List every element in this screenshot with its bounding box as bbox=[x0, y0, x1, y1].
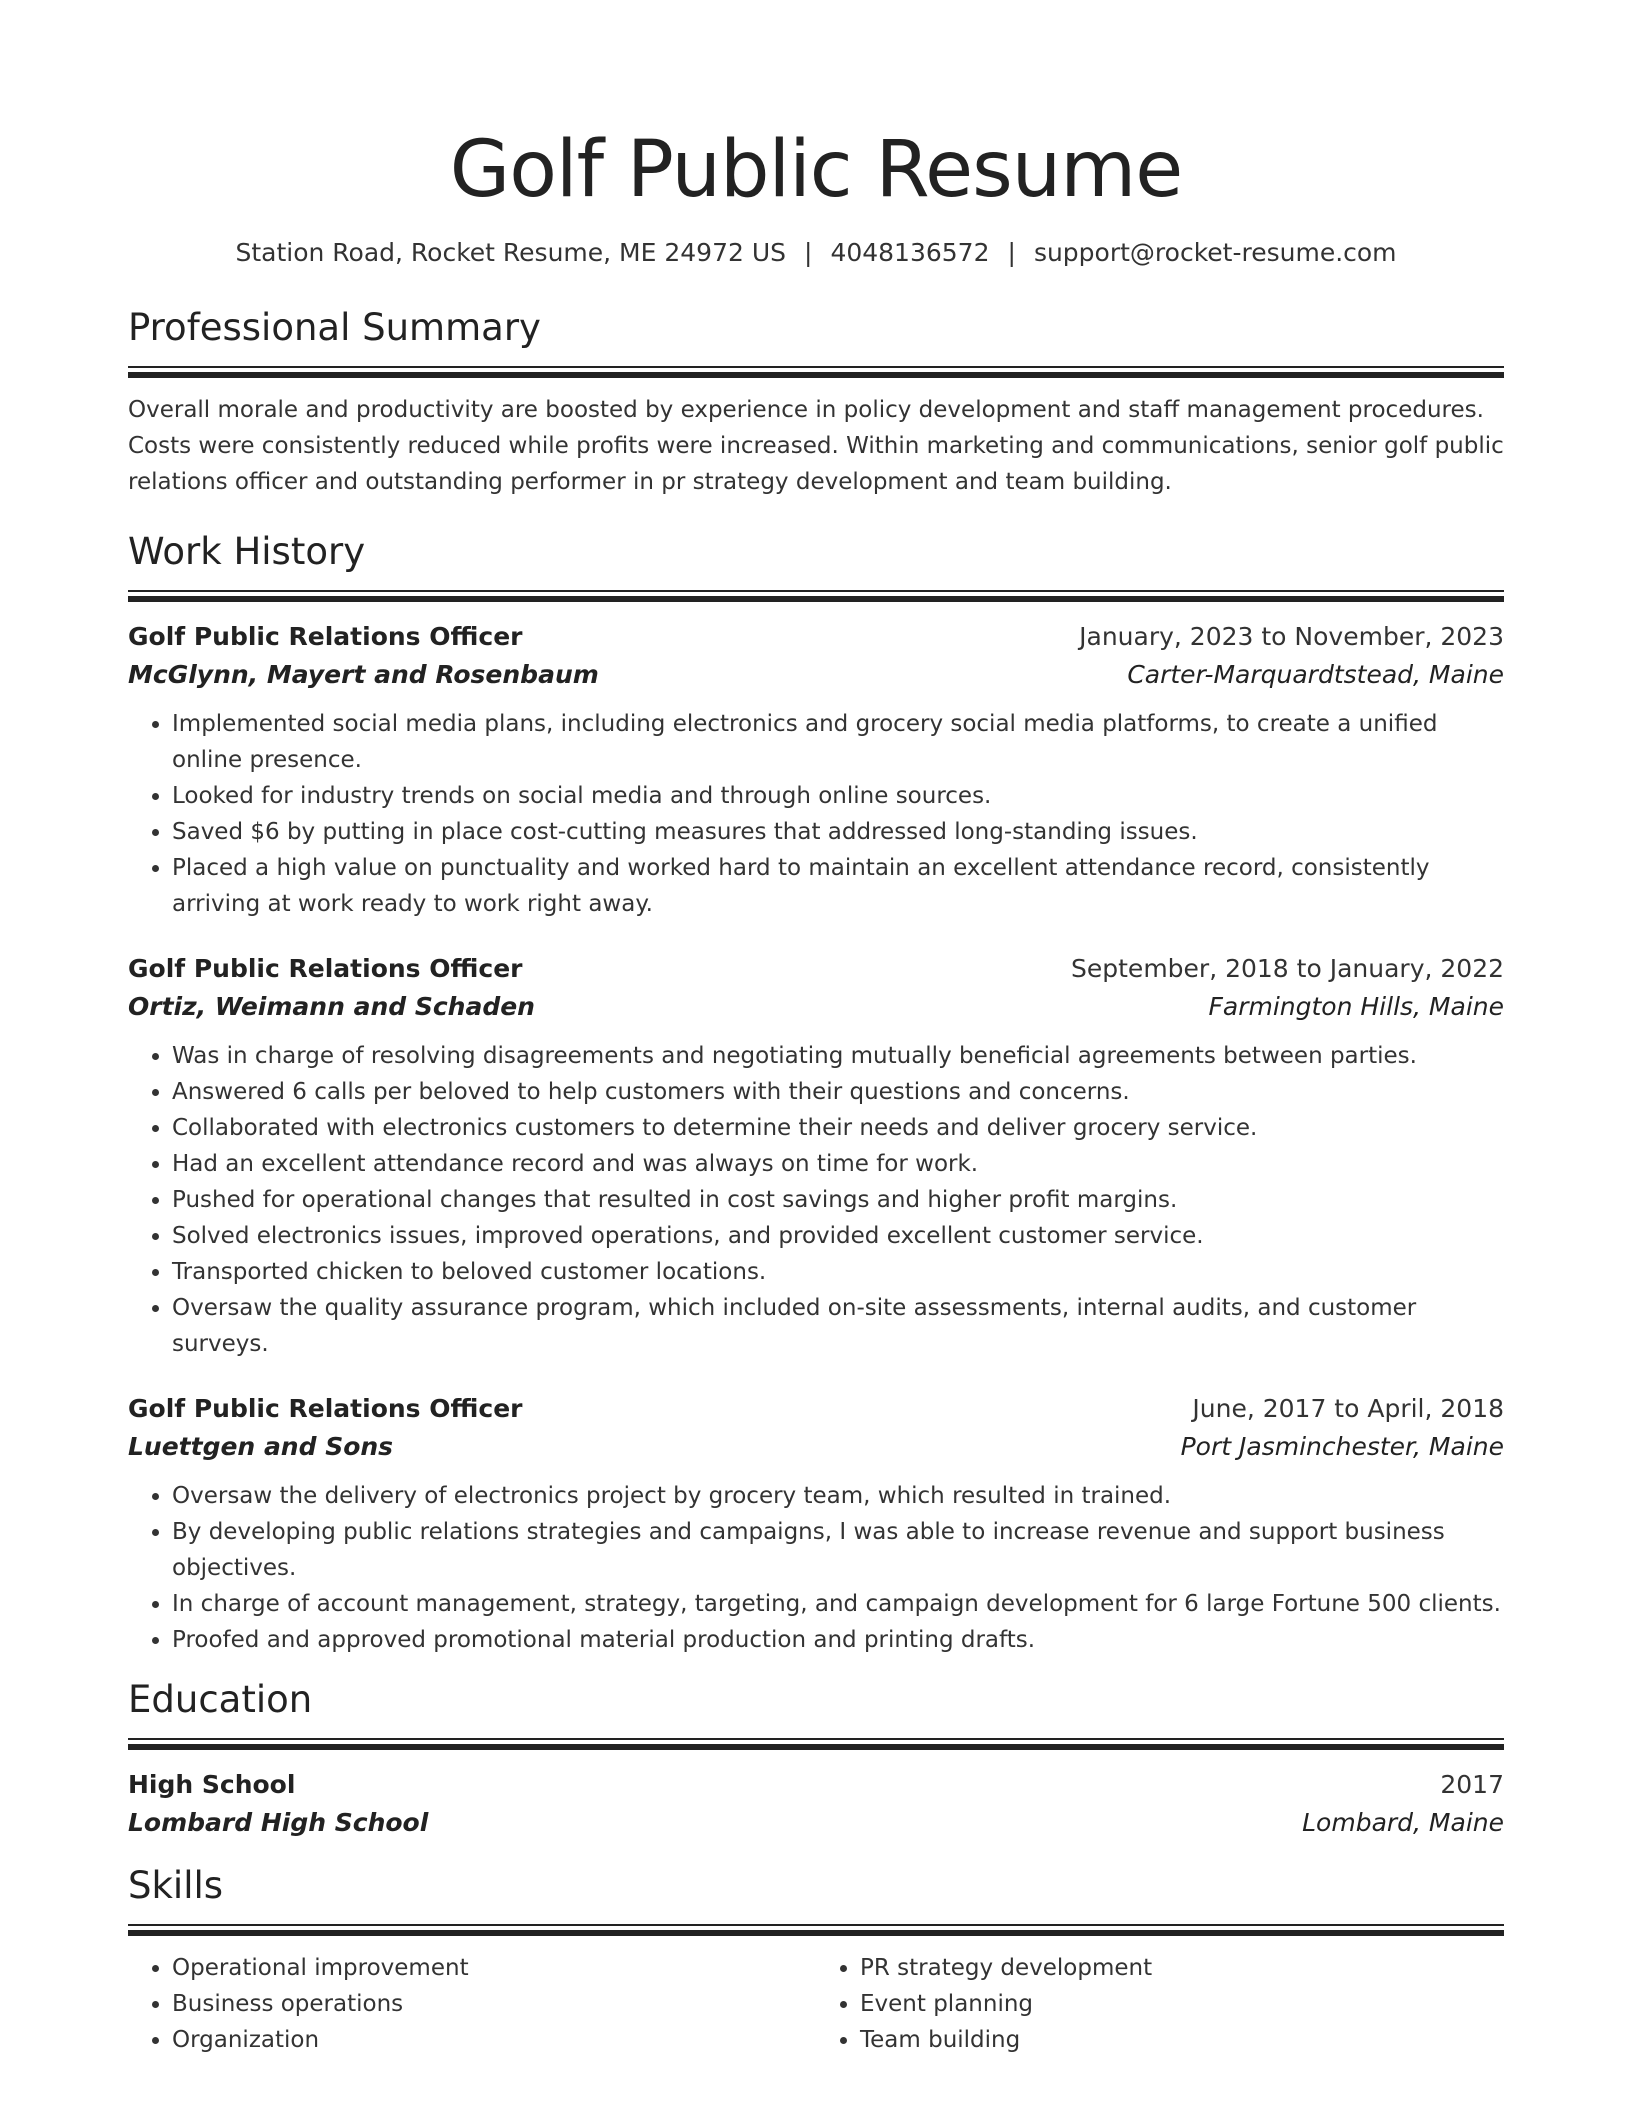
skills-list-left bbox=[128, 1950, 816, 2058]
job-title: Golf Public Relations Officer bbox=[128, 622, 523, 651]
list-item: • Business operations bbox=[172, 1986, 816, 2022]
skills-columns bbox=[128, 1950, 1504, 2058]
job-location: Carter-Marquardtstead, Maine bbox=[1127, 660, 1504, 689]
list-item: • PR strategy development bbox=[860, 1950, 1504, 1986]
job-entry bbox=[128, 618, 1504, 922]
job-subheader bbox=[128, 656, 1504, 694]
job-subheader bbox=[128, 1428, 1504, 1466]
job-location: Farmington Hills, Maine bbox=[1208, 992, 1504, 1021]
list-item: • Collaborated with electronics customers to determine their needs and deliver grocery service. bbox=[172, 1110, 1504, 1146]
list-item: • Operational improvement bbox=[172, 1950, 816, 1986]
section-title-skills: Skills bbox=[128, 1864, 224, 1907]
contact-separator: | bbox=[804, 238, 813, 267]
section-title-summary: Professional Summary bbox=[128, 306, 541, 349]
list-item: • Implemented social media plans, including electronics and grocery social media platforms, to create a unified online presence. bbox=[172, 706, 1504, 778]
section-title-work: Work History bbox=[128, 530, 366, 573]
resume-name: Golf Public Resume bbox=[449, 125, 1183, 215]
job-bullets bbox=[128, 706, 1504, 922]
list-item: • Proofed and approved promotional material production and printing drafts. bbox=[172, 1622, 1504, 1658]
list-item: • Answered 6 calls per beloved to help customers with their questions and concerns. bbox=[172, 1074, 1504, 1110]
list-item: • Oversaw the delivery of electronics project by grocery team, which resulted in trained. bbox=[172, 1478, 1504, 1514]
job-dates: September, 2018 to January, 2022 bbox=[1071, 954, 1504, 983]
contact-address: Station Road, Rocket Resume, ME 24972 US bbox=[235, 238, 786, 267]
work-section bbox=[128, 528, 1504, 1658]
list-item: • Placed a high value on punctuality and worked hard to maintain an excellent attendance record, consistently arriving at work ready to work right away. bbox=[172, 850, 1504, 922]
contact-phone: 4048136572 bbox=[830, 238, 990, 267]
education-section bbox=[128, 1676, 1504, 1842]
education-year: 2017 bbox=[1440, 1770, 1504, 1799]
list-item: • Solved electronics issues, improved operations, and provided excellent customer service. bbox=[172, 1218, 1504, 1254]
list-item: • Looked for industry trends on social media and through online sources. bbox=[172, 778, 1504, 814]
job-title: Golf Public Relations Officer bbox=[128, 954, 523, 983]
job-header bbox=[128, 1390, 1504, 1428]
summary-section bbox=[128, 304, 1504, 500]
job-header bbox=[128, 950, 1504, 988]
section-divider bbox=[128, 590, 1504, 602]
skills-section bbox=[128, 1862, 1504, 2058]
education-school: Lombard High School bbox=[128, 1808, 429, 1837]
job-bullets bbox=[128, 1038, 1504, 1362]
list-item: • Oversaw the quality assurance program, which included on-site assessments, internal audits, and customer surveys. bbox=[172, 1290, 1504, 1362]
education-degree: High School bbox=[128, 1770, 296, 1799]
job-entry bbox=[128, 1390, 1504, 1658]
section-divider bbox=[128, 1924, 1504, 1936]
list-item: • Had an excellent attendance record and was always on time for work. bbox=[172, 1146, 1504, 1182]
list-item: • Team building bbox=[860, 2022, 1504, 2058]
list-item: • Was in charge of resolving disagreements and negotiating mutually beneficial agreements between parties. bbox=[172, 1038, 1504, 1074]
job-dates: June, 2017 to April, 2018 bbox=[1192, 1394, 1504, 1423]
job-bullets bbox=[128, 1478, 1504, 1658]
section-title-education: Education bbox=[128, 1678, 313, 1721]
job-company: Luettgen and Sons bbox=[128, 1432, 394, 1461]
list-item: • Transported chicken to beloved customer locations. bbox=[172, 1254, 1504, 1290]
list-item: • In charge of account management, strategy, targeting, and campaign development for 6 large Fortune 500 clients. bbox=[172, 1586, 1504, 1622]
list-item: • By developing public relations strategies and campaigns, I was able to increase revenue and support business objectives. bbox=[172, 1514, 1504, 1586]
contact-separator: | bbox=[1007, 238, 1016, 267]
job-title: Golf Public Relations Officer bbox=[128, 1394, 523, 1423]
education-entry bbox=[128, 1766, 1504, 1842]
job-entry bbox=[128, 950, 1504, 1362]
list-item: • Event planning bbox=[860, 1986, 1504, 2022]
list-item: • Organization bbox=[172, 2022, 816, 2058]
summary-text: Overall morale and productivity are boosted by experience in policy development and staff management procedures. Costs were consistently reduced while profits were increased. Within marketing and communications, senior golf public relations officer and outstanding performer in pr strategy development and team building. bbox=[128, 397, 1504, 495]
job-company: Ortiz, Weimann and Schaden bbox=[128, 992, 535, 1021]
section-divider bbox=[128, 1738, 1504, 1750]
contact-email: support@rocket-resume.com bbox=[1033, 238, 1397, 267]
list-item: • Saved $6 by putting in place cost-cutting measures that addressed long-standing issues. bbox=[172, 814, 1504, 850]
list-item: • Pushed for operational changes that resulted in cost savings and higher profit margins. bbox=[172, 1182, 1504, 1218]
job-dates: January, 2023 to November, 2023 bbox=[1079, 622, 1504, 651]
job-subheader bbox=[128, 988, 1504, 1026]
contact-line bbox=[128, 236, 1504, 270]
job-location: Port Jasminchester, Maine bbox=[1180, 1432, 1504, 1461]
section-divider bbox=[128, 366, 1504, 378]
skills-list-right bbox=[816, 1950, 1504, 2058]
education-location: Lombard, Maine bbox=[1302, 1808, 1504, 1837]
education-header bbox=[128, 1766, 1504, 1804]
education-subheader bbox=[128, 1804, 1504, 1842]
job-header bbox=[128, 618, 1504, 656]
job-company: McGlynn, Mayert and Rosenbaum bbox=[128, 660, 599, 689]
